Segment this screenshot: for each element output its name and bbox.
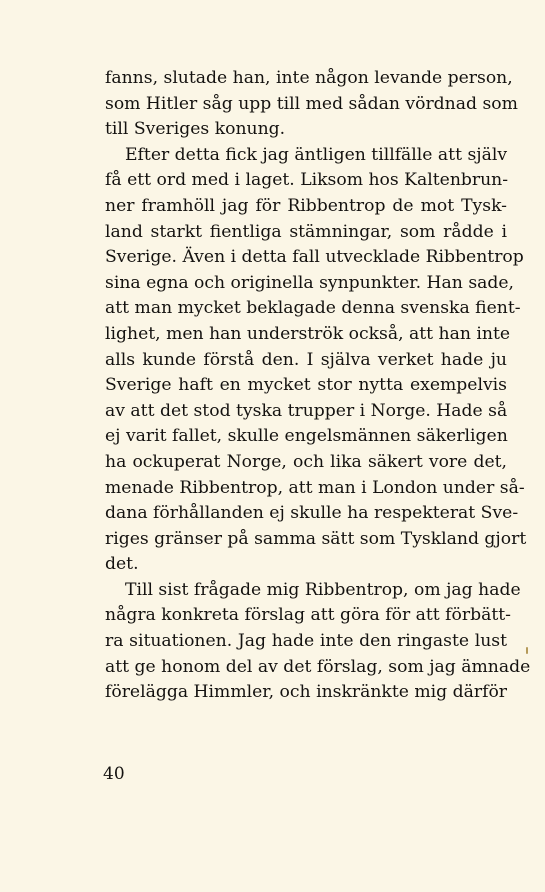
- margin-mark: [526, 647, 528, 654]
- text-line: land starkt fientliga stämningar, som rådde i: [105, 221, 507, 242]
- body-text: [105, 66, 531, 706]
- text-line: till Sveriges konung.: [105, 119, 286, 140]
- text-line: dana förhållanden ej skulle ha respekterat Sve-: [105, 503, 519, 524]
- text-line: det.: [105, 554, 139, 575]
- text-line: alls kunde förstå den. I själva verket hade ju: [105, 349, 507, 370]
- text-line: några konkreta förslag att göra för att förbätt-: [105, 605, 511, 626]
- text-line: Till sist frågade mig Ribbentrop, om jag hade: [125, 579, 521, 600]
- text-line: lighet, men han underströk också, att han inte: [105, 323, 511, 344]
- text-line: som Hitler såg upp till med sådan vördnad som: [105, 93, 518, 114]
- text-line: av att det stod tyska trupper i Norge. Hade så: [105, 400, 508, 421]
- text-line: menade Ribbentrop, att man i London under så-: [105, 477, 525, 498]
- text-line: att ge honom del av det förslag, som jag ämnade: [105, 656, 531, 677]
- text-line: Sverige. Även i detta fall utvecklade Ribbentrop: [105, 247, 524, 268]
- text-line: ej varit fallet, skulle engelsmännen säkerligen: [105, 426, 508, 447]
- text-line: fanns, slutade han, inte någon levande person,: [105, 68, 513, 88]
- text-line: ra situationen. Jag hade inte den ringaste lust: [105, 631, 507, 652]
- text-line: ner framhöll jag för Ribbentrop de mot Tysk-: [105, 195, 507, 216]
- text-line: ha ockuperat Norge, och lika säkert vore det,: [105, 451, 507, 472]
- text-line: Efter detta fick jag äntligen tillfälle att själv: [125, 144, 508, 165]
- text-line: sina egna och originella synpunkter. Han sade,: [105, 272, 515, 293]
- text-line: att man mycket beklagade denna svenska fient-: [105, 298, 521, 319]
- text-line: riges gränser på samma sätt som Tyskland gjort: [105, 528, 527, 549]
- text-line: Sverige haft en mycket stor nytta exempelvis: [105, 375, 507, 396]
- page-number: 40: [103, 764, 125, 784]
- text-line: förelägga Himmler, och inskränkte mig därför: [105, 682, 508, 703]
- text-line: få ett ord med i laget. Liksom hos Kaltenbrun-: [105, 170, 509, 191]
